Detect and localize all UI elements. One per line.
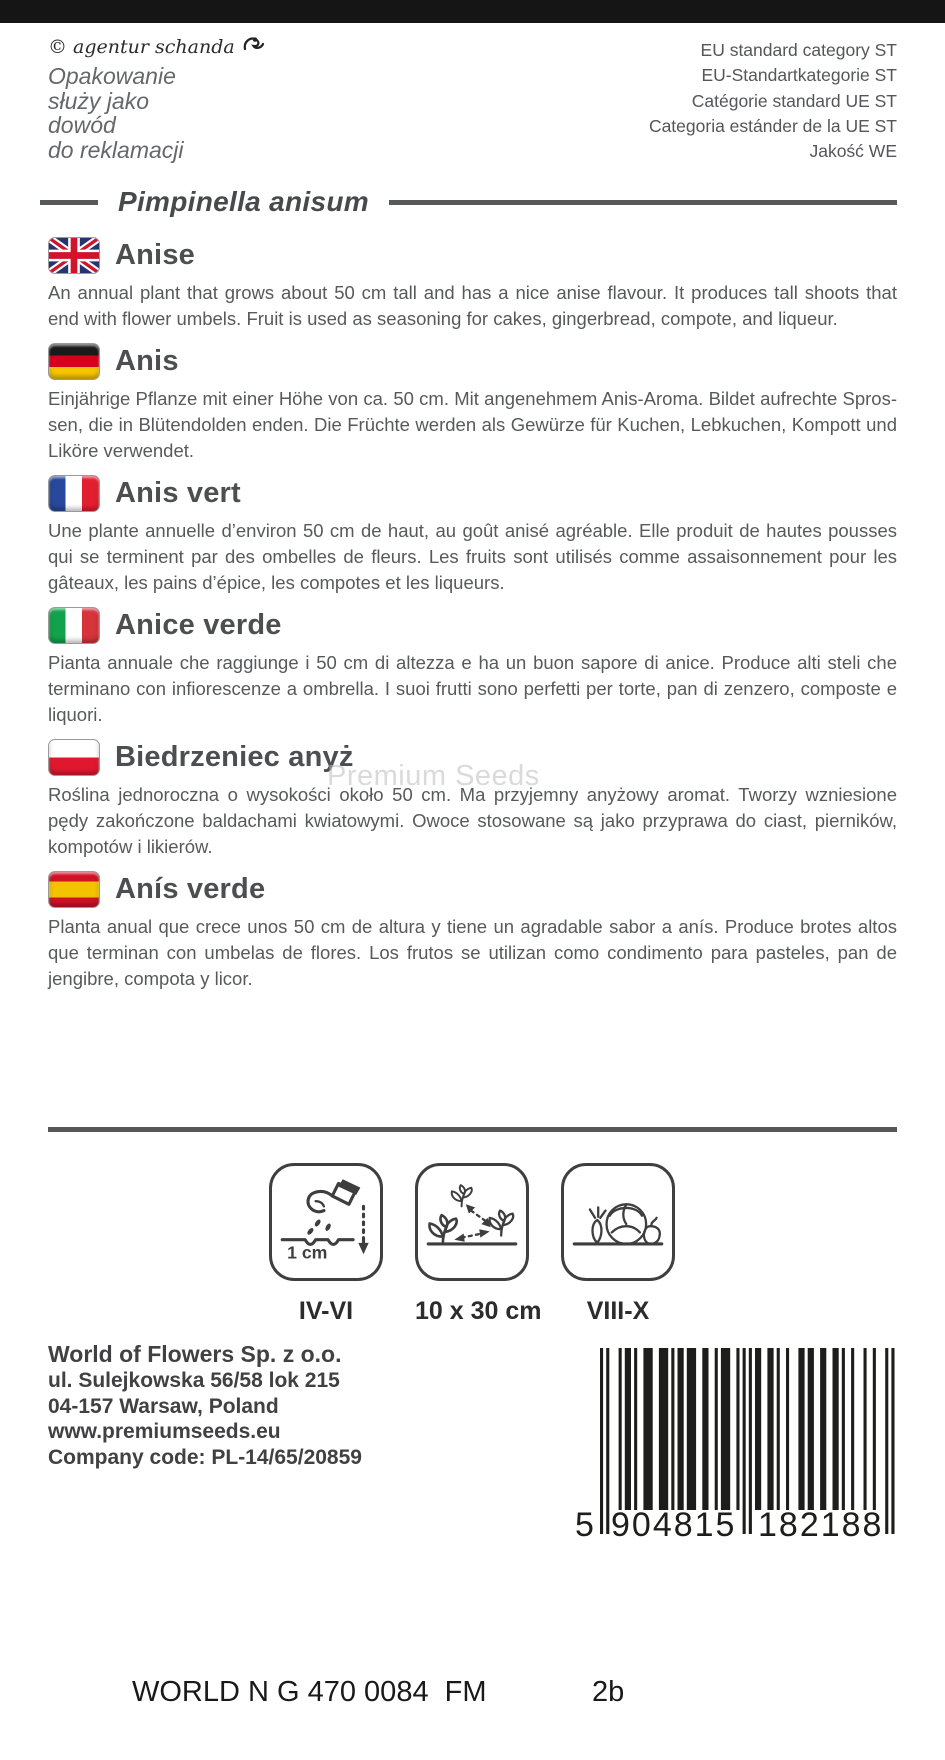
eu-category-line: Jakość WE — [809, 141, 897, 162]
section-text-polish: Roślina jednoroczna o wysokości około 50 cm. Ma przyjemny anyżowy aromat. Tworzy wzniesione pędy zakończone baldachami kwiatowymi. Owoce stosowane są jako przyprawa do ciast, pierników, kompotów i likierów. — [48, 784, 897, 857]
italy-flag-icon — [48, 607, 100, 644]
section-english — [48, 235, 897, 332]
sowing-depth-value: 1 cm — [287, 1242, 328, 1263]
company-address-street: ul. Sulejkowska 56/58 lok 215 — [48, 1369, 340, 1392]
company-website: www.premiumseeds.eu — [48, 1420, 281, 1443]
france-flag-icon — [48, 475, 100, 512]
section-heading-french: Anis vert — [115, 476, 241, 509]
page-title: Pimpinella anisum — [118, 186, 369, 217]
company-address-city: 04-157 Warsaw, Poland — [48, 1394, 279, 1418]
spain-flag-icon — [48, 871, 100, 908]
eu-category-line: Catégorie standard UE ST — [691, 90, 897, 111]
cultivation-labels — [269, 1297, 675, 1326]
section-text-italian: Pianta annuale che raggiunge i 50 cm di altezza e ha un buon sapore di anice. Produce alti steli che terminano con infiorescenze a ombrella. I suoi frutti sono perfetti per torte, pan di zenzero, composte e liquori. — [48, 652, 897, 725]
eu-category-block — [649, 38, 897, 164]
spacing-label: 10 x 30 cm — [415, 1297, 542, 1325]
packaging-claim-line: Opakowanie — [48, 63, 176, 89]
packaging-claim-line: służy jako — [48, 87, 149, 114]
section-text-german: Einjährige Pflanze mit einer Höhe von ca. 50 cm. Mit angenehmem Anis-Aroma. Bildet aufrechte Sprossen, die in Blütendolden enden. Die Früchte werden als Gewürze für Kuchen, Lebkuchen, Kompott und Liköre verwendet. — [48, 388, 897, 461]
united-kingdom-flag-icon — [48, 237, 100, 274]
title-rule-left — [40, 200, 98, 205]
section-heading-polish: Biedrzeniec anyż — [115, 740, 354, 773]
batch-code: 2b — [592, 1676, 625, 1708]
section-text-spanish: Planta anual que crece unos 50 cm de altura y tiene un agradable sabor a anís. Produce brotes altos que terminan con umbelas de flores. Los frutos se utilizan como condimento para pasteles, pan de jengibre, compota y licor. — [48, 916, 897, 989]
harvest-vegetables-icon — [568, 1176, 668, 1268]
section-text-french: Une plante annuelle d’environ 50 cm de haut, au goût anisé agréable. Elle produit de hautes pousses qui se terminent par des ombelles de fleurs. Les fruits sont utilisés comme assaisonnement pour les gâteaux, les pains d’épice, les compotes et les liqueurs. — [48, 520, 897, 593]
section-divider — [48, 1127, 897, 1132]
section-polish — [48, 737, 897, 860]
section-french — [48, 473, 897, 596]
spacing-plants-icon — [422, 1176, 522, 1268]
company-name: World of Flowers Sp. z o.o. — [48, 1341, 342, 1367]
eu-category-line: Categoria estánder de la UE ST — [648, 115, 897, 136]
section-heading-italian: Anice verde — [115, 608, 282, 641]
sowing-hand-icon — [276, 1176, 376, 1268]
poland-flag-icon — [48, 739, 100, 776]
eu-category-line: EU-Standartkategorie ST — [701, 65, 897, 86]
agency-credit — [48, 36, 266, 58]
sowing-depth-pictogram — [269, 1163, 383, 1281]
section-heading-english: Anise — [115, 238, 195, 271]
section-spanish — [48, 869, 897, 992]
barcode-digits-left: 904815 — [611, 1506, 737, 1544]
packaging-claim-line: do reklamacji — [48, 136, 184, 163]
watermark: Premium Seeds — [327, 760, 540, 792]
packaging-claim-line: dowód — [48, 112, 116, 138]
section-heading-german: Anis — [115, 344, 179, 377]
company-info — [48, 1340, 362, 1470]
harvest-period-label: VIII-X — [586, 1297, 650, 1325]
plant-spacing-pictogram — [415, 1163, 529, 1281]
language-sections — [48, 226, 897, 1000]
packaging-claim-note — [48, 64, 184, 162]
barcode-digit-first: 5 — [575, 1506, 594, 1544]
eu-category-line: EU standard category ST — [700, 40, 897, 60]
company-code: Company code: PL-14/65/20859 — [48, 1445, 362, 1469]
agency-credit-text: © agentur schanda — [48, 36, 235, 58]
cultivation-pictograms — [269, 1163, 675, 1281]
harvest-pictogram — [561, 1163, 675, 1281]
germany-flag-icon — [48, 343, 100, 380]
title-rule-right — [389, 200, 897, 205]
barcode-digits-right: 182188 — [758, 1506, 884, 1544]
print-code: WORLD N G 470 0084 FM — [132, 1676, 487, 1708]
section-german — [48, 341, 897, 464]
section-text-english: An annual plant that grows about 50 cm tall and has a nice anise flavour. It produces tall shoots that end with flower umbels. Fruit is used as seasoning for cakes, gingerbread, compote, and liqueur. — [48, 282, 897, 329]
ean13-barcode — [575, 1348, 910, 1563]
section-italian — [48, 605, 897, 728]
section-heading-spanish: Anís verde — [115, 872, 266, 905]
agency-logo-icon — [242, 36, 266, 58]
top-black-bar — [0, 0, 945, 23]
sowing-period-label: IV-VI — [298, 1297, 354, 1325]
latin-name-header — [40, 186, 897, 218]
